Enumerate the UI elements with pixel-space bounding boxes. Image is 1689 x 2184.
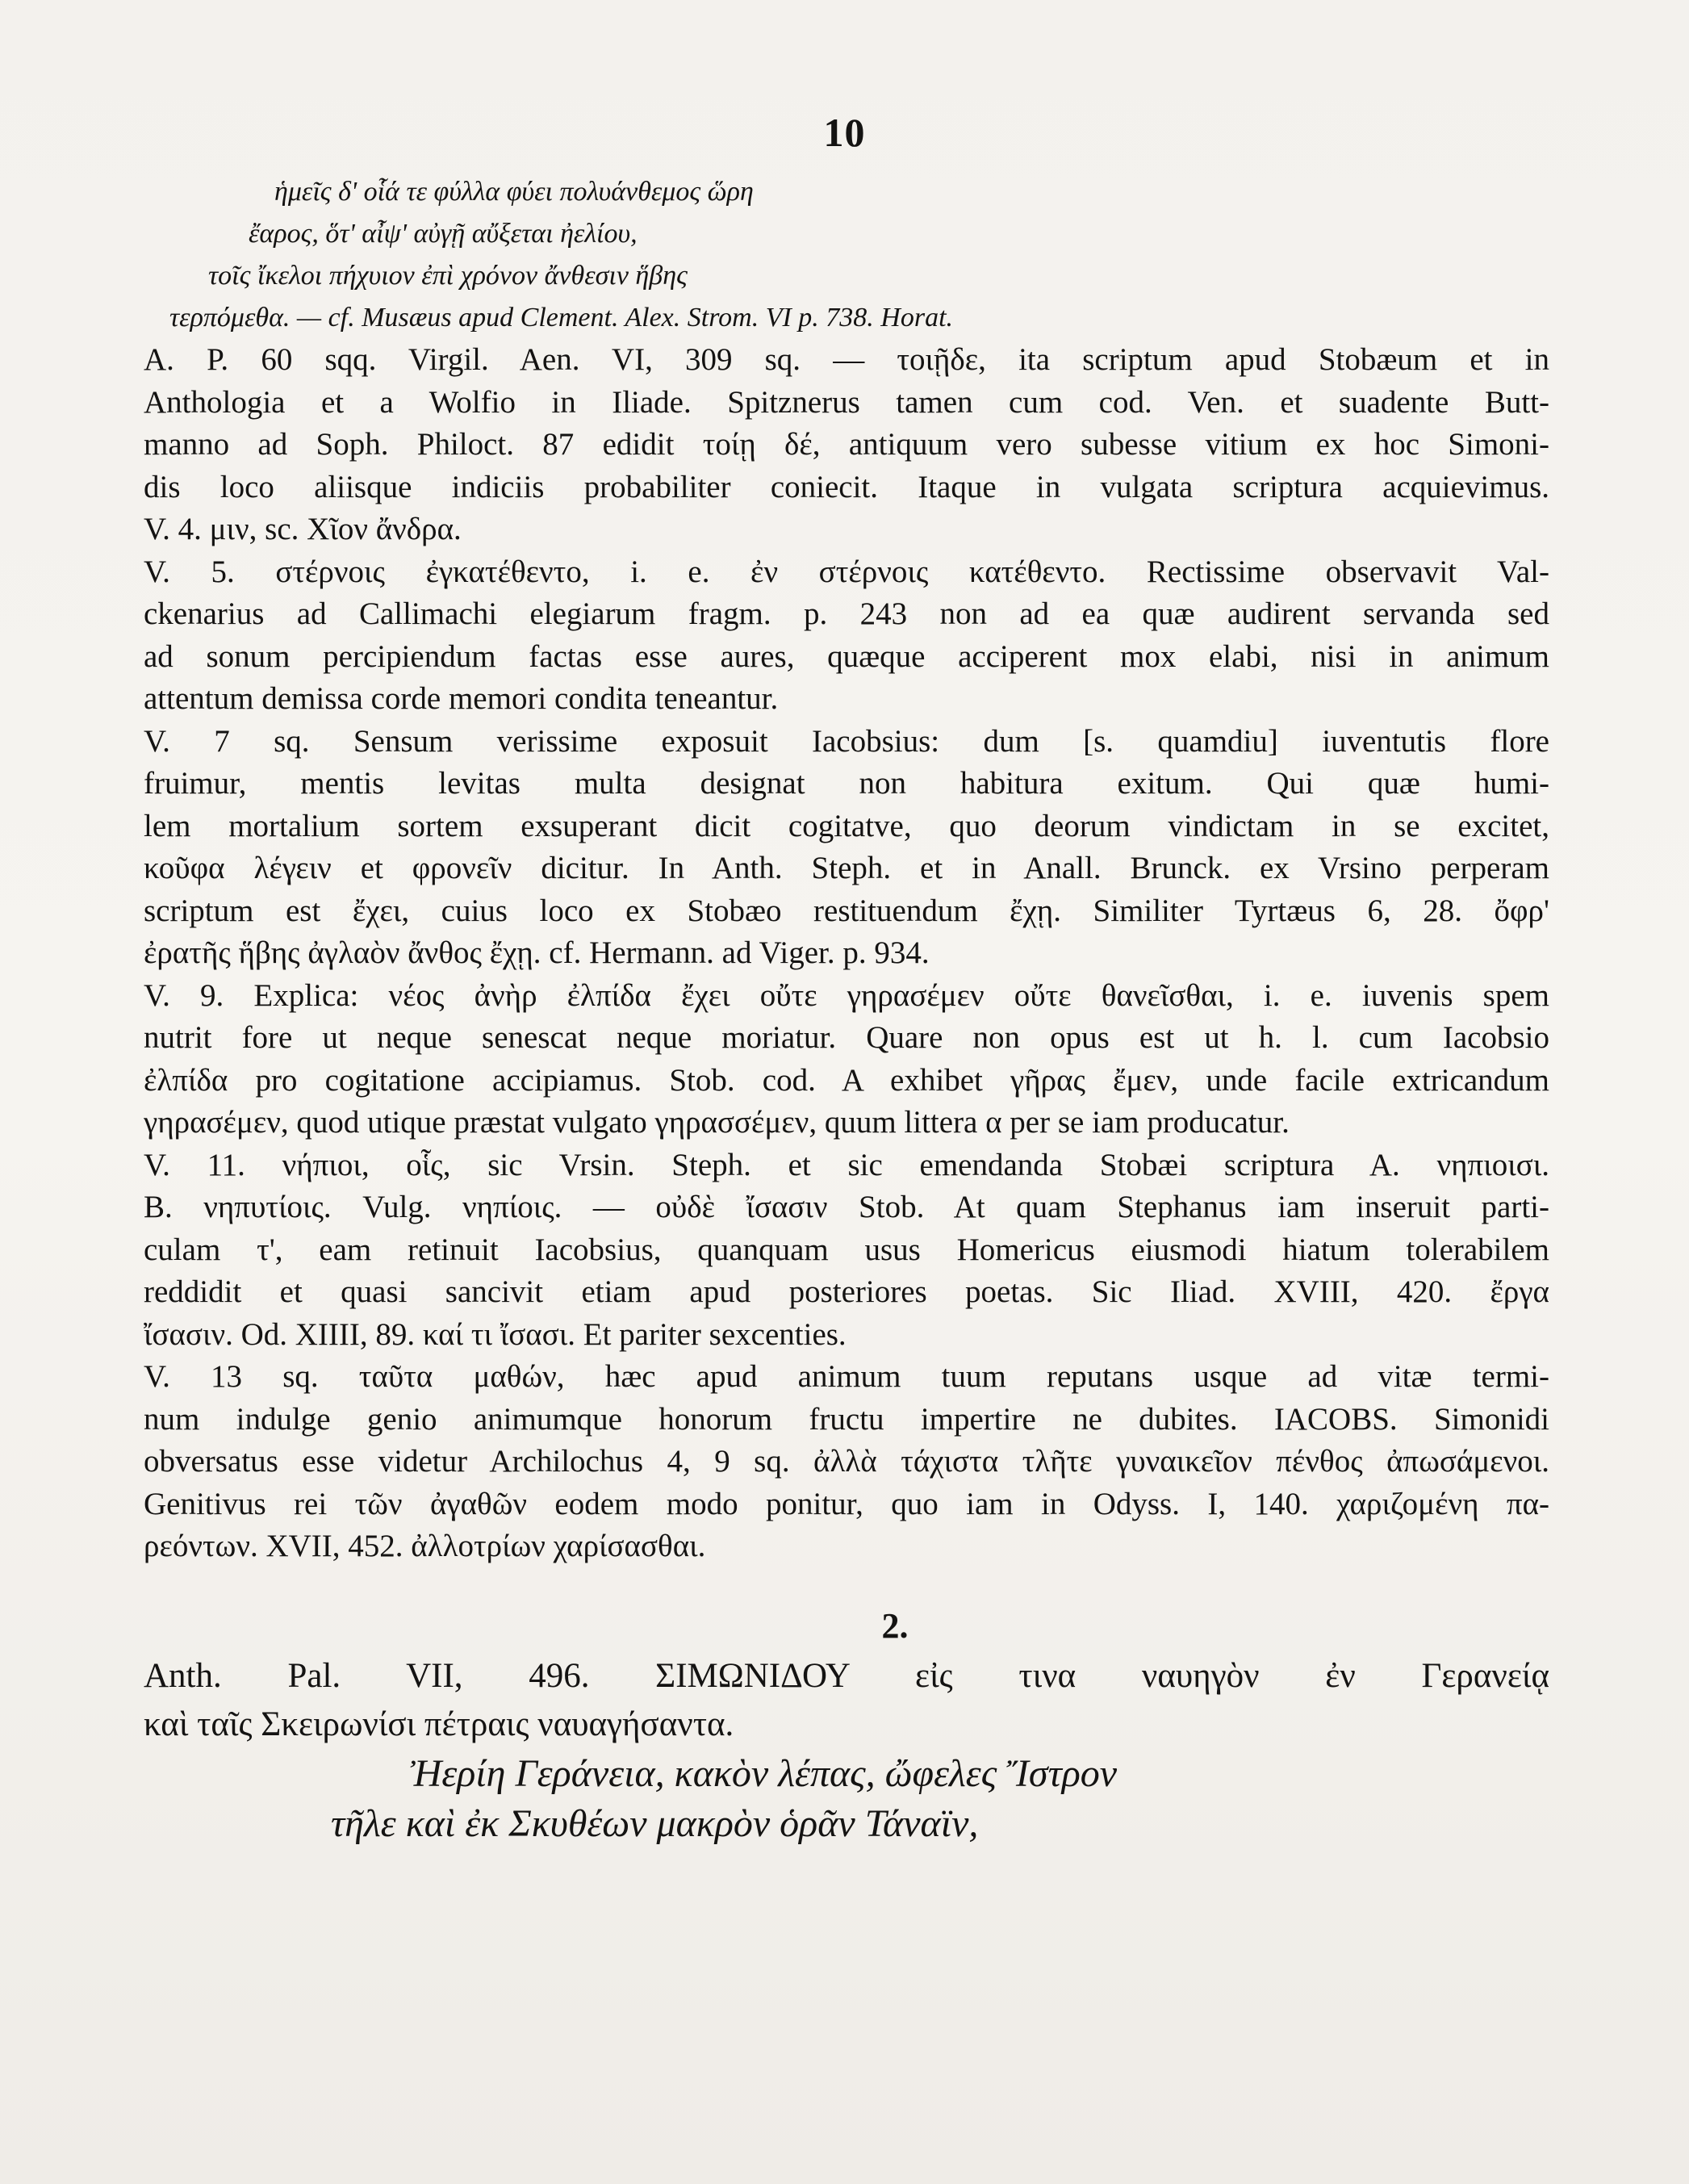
text-line: V. 9. Explica: νέος ἀνὴρ ἐλπίδα ἔχει οὔτε γηρασέμεν οὔτε θανεῖσθαι, i. e. iuvenis spem (144, 977, 1549, 1013)
epigram-verse-1: Ἠερίη Γεράνεια, κακὸν λέπας, ὤφελες Ἴστρον (410, 1751, 1118, 1795)
text-line: ἐρατῆς ἥβης ἀγλαὸν ἄνθος ἔχῃ. cf. Hermann. ad Viger. p. 934. (144, 935, 930, 970)
verse-line: ἡμεῖς δ' οἷά τε φύλλα φύει πολυάνθεμος ὥρη (274, 177, 754, 207)
text-line: V. 11. νήπιοι, οἷς, sic Vrsin. Steph. et sic emendanda Stobæi scriptura A. νηπιοισι. (144, 1147, 1549, 1182)
text-line: κοῦφα λέγειν et φρονεῖν dicitur. In Anth. Steph. et in Anall. Brunck. ex Vrsino perperam (144, 851, 1549, 885)
text-line: obversatus esse videtur Archilochus 4, 9 sq. ἀλλὰ τάχιστα τλῆτε γυναικεῖον πένθος ἀπωσάμενοι. (144, 1444, 1549, 1479)
text-line: ἴσασιν. Od. XIIII, 89. καί τι ἴσασι. Et pariter sexcenties. (144, 1316, 847, 1352)
text-line: ad sonum percipiendum factas esse aures, quæque acciperent mox elabi, nisi in animum (144, 638, 1549, 674)
text-line: attentum demissa corde memori condita teneantur. (144, 681, 779, 716)
text-line: dis loco aliisque indiciis probabiliter coniecit. Itaque in vulgata scriptura acquievimus. (144, 469, 1549, 504)
text-line: num indulge genio animumque honorum fructu impertire ne dubites. IACOBS. Simonidi (144, 1401, 1549, 1437)
text-line: fruimur, mentis levitas multa designat non habitura exitum. Qui quæ humi- (144, 766, 1549, 801)
text-line: ρεόντων. XVII, 452. ἀλλοτρίων χαρίσασθαι. (144, 1529, 706, 1563)
text-line: V. 5. στέρνοις ἐγκατέθεντο, i. e. ἐν στέρνοις κατέθεντο. Rectissime observavit Val- (144, 554, 1549, 589)
verse-line: τερπόμεθα. — cf. Musæus apud Clement. Alex. Strom. VI p. 738. Horat. (169, 303, 954, 333)
text-line: V. 7 sq. Sensum verissime exposuit Iacobsius: dum [s. quamdiu] iuventutis flore (144, 723, 1549, 759)
verse-line: ἔαρος, ὅτ' αἶψ' αὐγῇ αὔξεται ἠελίου, (249, 219, 638, 249)
commentary-lines (144, 171, 1549, 1568)
section-gap (144, 1568, 1549, 1600)
text-line: nutrit fore ut neque senescat neque moriatur. Quare non opus est ut h. l. cum Iacobsio (144, 1020, 1549, 1055)
text-line: ἐλπίδα pro cogitatione accipiamus. Stob. cod. A exhibet γῆρας ἔμεν, unde facile extricandum (144, 1062, 1549, 1098)
text-line: V. 13 sq. ταῦτα μαθών, hæc apud animum tuum reputans usque ad vitæ termi- (144, 1359, 1549, 1394)
commentary-body (144, 171, 1549, 1849)
text-line: manno ad Soph. Philoct. 87 edidit τοίῃ δέ, antiquum vero subesse vitium ex hoc Simoni- (144, 427, 1549, 462)
text-line: Genitivus rei τῶν ἀγαθῶν eodem modo ponitur, quo iam in Odyss. I, 140. χαριζομένη πα- (144, 1486, 1549, 1521)
text-line: γηρασέμεν, quod utique præstat vulgato γηρασσέμεν, quum littera α per se iam producatur. (144, 1105, 1290, 1140)
text-line: lem mortalium sortem exsuperant dicit cogitatve, quo deorum vindictam in se excitet, (144, 808, 1549, 843)
text-line: V. 4. μιν, sc. Χῖον ἄνδρα. (144, 512, 462, 546)
section-heading-line-1: Anth. Pal. VII, 496. ΣΙΜΩΝΙΔΟΥ εἰς τινα ναυηγὸν ἐν Γερανείᾳ (144, 1656, 1549, 1695)
section-heading-line-2: καὶ ταῖς Σκειρωνίσι πέτραις ναυαγήσαντα. (144, 1705, 734, 1743)
text-line: scriptum est ἔχει, cuius loco ex Stobæo restituendum ἔχῃ. Similiter Tyrtæus 6, 28. ὄφρ' (144, 893, 1549, 928)
section-number: 2. (881, 1605, 909, 1646)
page-number: 10 (823, 110, 866, 155)
text-line: B. νηπυτίοις. Vulg. νηπίοις. — οὐδὲ ἴσασιν Stob. At quam Stephanus iam inseruit parti- (144, 1190, 1549, 1224)
text-line: reddidit et quasi sancivit etiam apud posteriores poetas. Sic Iliad. XVIII, 420. ἔργα (144, 1274, 1549, 1309)
text-line: Anthologia et a Wolfio in Iliade. Spitznerus tamen cum cod. Ven. et suadente Butt- (144, 384, 1549, 420)
verse-line: τοῖς ἴκελοι πήχυιον ἐπὶ χρόνον ἄνθεσιν ἥβης (208, 261, 688, 291)
epigram-verse-2: τῆλε καὶ ἐκ Σκυθέων μακρὸν ὁρᾶν Τάναϊν, (331, 1801, 979, 1845)
text-line: culam τ', eam retinuit Iacobsius, quanquam usus Homericus eiusmodi hiatum tolerabilem (144, 1232, 1549, 1267)
text-line: ckenarius ad Callimachi elegiarum fragm. p. 243 non ad ea quæ audirent servanda sed (144, 596, 1549, 631)
text-line: A. P. 60 sqq. Virgil. Aen. VI, 309 sq. — τοιῇδε, ita scriptum apud Stobæum et in (144, 342, 1549, 377)
